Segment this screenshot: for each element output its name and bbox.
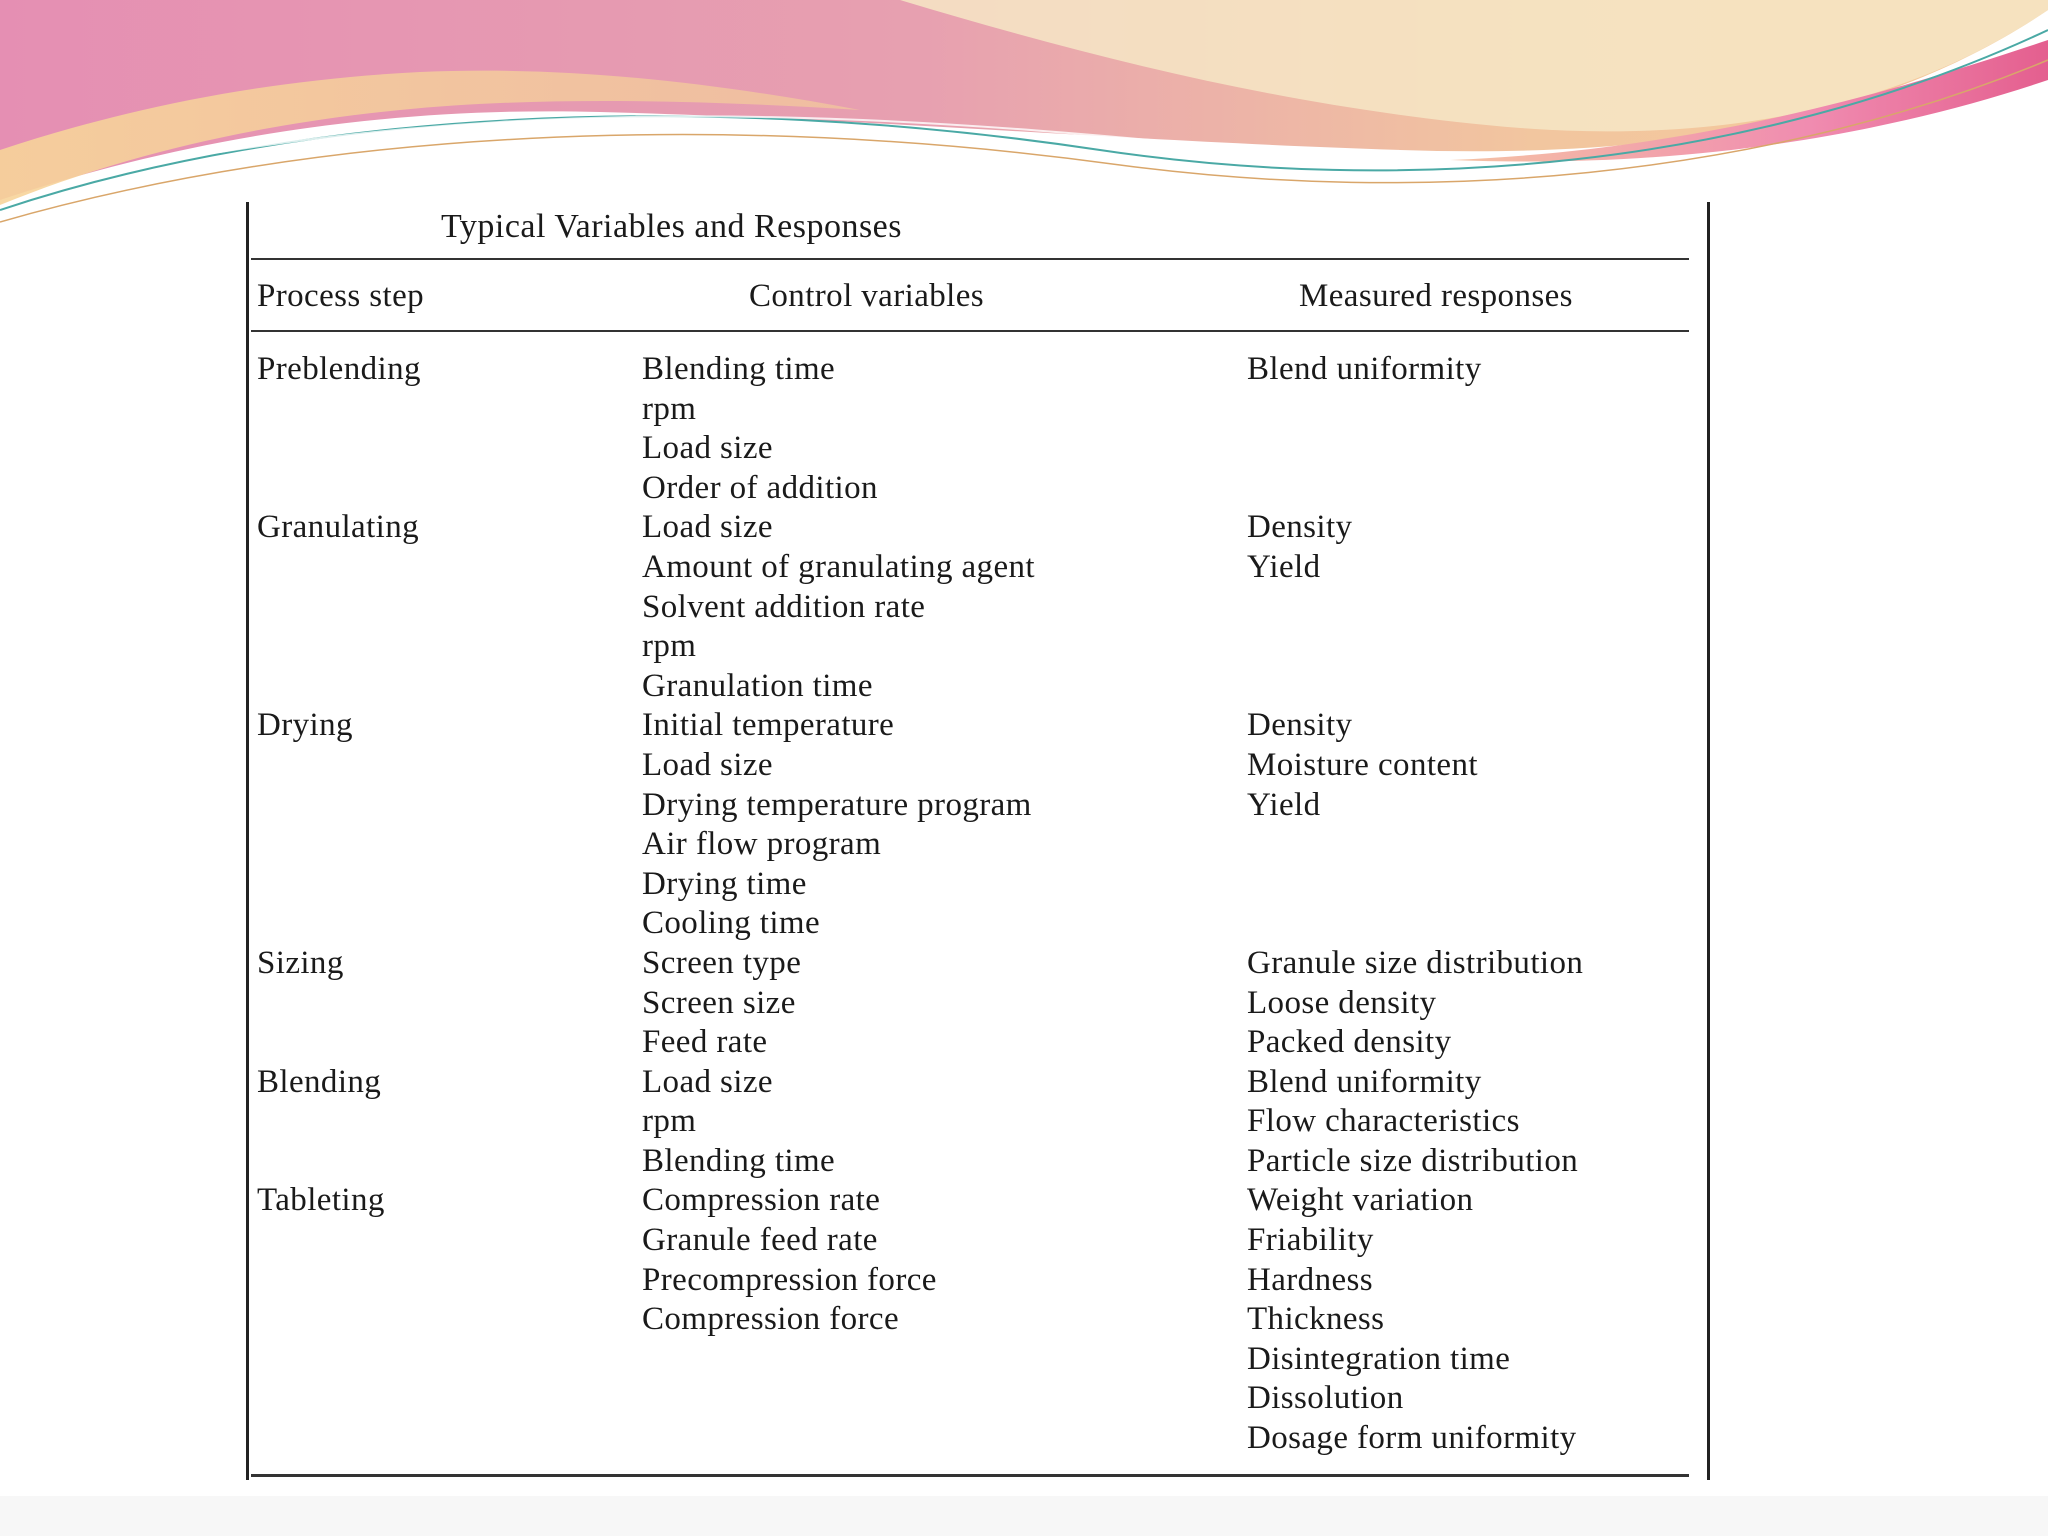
control-variables-column [642,350,1202,1459]
measured-response-cell [1247,588,1697,628]
table-title: Typical Variables and Responses [441,208,903,245]
measured-response-cell: Disintegration time [1247,1340,1511,1377]
control-variable-cell: Load size [642,430,773,467]
control-variable-cell: Drying temperature program [642,786,1032,823]
control-variable-cell: Feed rate [642,1024,768,1061]
process-step-cell [257,825,617,865]
measured-response-cell: Flow characteristics [1247,1103,1520,1140]
process-step-column [257,350,617,1459]
control-variable-cell [642,1419,1202,1459]
measured-response-cell: Granule size distribution [1247,944,1584,981]
process-step-cell [257,548,617,588]
measured-response-cell: Moisture content [1247,746,1478,783]
process-step-cell [257,1261,617,1301]
control-variable-cell: Compression rate [642,1182,881,1219]
process-step-cell: Drying [257,707,353,744]
control-variable-cell: Screen type [642,944,802,981]
measured-response-cell [1247,627,1697,667]
measured-response-cell: Loose density [1247,984,1437,1021]
measured-response-cell: Hardness [1247,1261,1373,1298]
process-step-cell [257,1221,617,1261]
control-variable-cell: rpm [642,1103,697,1140]
control-variable-cell [642,1379,1202,1419]
process-step-cell [257,1142,617,1182]
measured-response-cell: Density [1247,707,1353,744]
measured-response-cell: Weight variation [1247,1182,1474,1219]
process-step-cell [257,984,617,1024]
control-variable-cell: rpm [642,628,697,665]
measured-response-cell: Dosage form uniformity [1247,1420,1577,1457]
process-step-cell [257,865,617,905]
process-step-cell [257,429,617,469]
process-step-cell: Granulating [257,509,420,546]
control-variable-cell: Blending time [642,1142,836,1179]
process-step-cell [257,786,617,826]
control-variable-cell: rpm [642,390,697,427]
control-variable-cell: Compression force [642,1301,899,1338]
process-step-cell [257,1419,617,1459]
process-step-cell [257,1379,617,1419]
slide-footer-area [0,1496,2048,1536]
header-control-variables: Control variables [749,278,984,314]
process-step-cell [257,588,617,628]
measured-response-cell: Blend uniformity [1247,351,1482,387]
measured-response-cell: Density [1247,509,1353,546]
measured-response-cell [1247,825,1697,865]
process-step-cell [257,1340,617,1380]
measured-response-cell: Thickness [1247,1301,1385,1338]
process-step-cell: Tableting [257,1182,385,1219]
measured-response-cell: Yield [1247,548,1321,585]
control-variable-cell: Amount of granulating agent [642,548,1035,585]
measured-response-cell [1247,469,1697,509]
control-variable-cell: Load size [642,509,773,546]
measured-response-cell [1247,390,1697,430]
process-step-cell [257,1300,617,1340]
process-step-cell [257,1023,617,1063]
control-variable-cell: Screen size [642,984,796,1021]
measured-response-cell: Friability [1247,1222,1374,1259]
control-variable-cell: Granulation time [642,667,873,704]
measured-response-cell: Packed density [1247,1024,1452,1061]
control-variable-cell: Order of addition [642,469,878,506]
control-variable-cell: Precompression force [642,1261,937,1298]
control-variable-cell: Air flow program [642,826,882,863]
process-step-cell [257,904,617,944]
variables-responses-table [246,202,1710,1480]
measured-response-cell: Yield [1247,786,1321,823]
control-variable-cell [642,1340,1202,1380]
measured-response-cell: Dissolution [1247,1380,1404,1417]
measured-response-cell [1247,904,1697,944]
process-step-cell [257,627,617,667]
process-step-cell [257,746,617,786]
measured-response-cell: Blend uniformity [1247,1063,1482,1100]
control-variable-cell: Initial temperature [642,707,895,744]
process-step-cell [257,469,617,509]
top-rule [251,258,1689,260]
control-variable-cell: Cooling time [642,905,821,942]
process-step-cell: Blending [257,1063,382,1100]
process-step-cell [257,390,617,430]
control-variable-cell: Load size [642,1063,773,1100]
control-variable-cell: Blending time [642,351,836,387]
measured-response-cell [1247,865,1697,905]
process-step-cell [257,1102,617,1142]
measured-response-cell [1247,429,1697,469]
header-process-step: Process step [257,278,425,314]
header-rule [251,330,1689,332]
measured-response-cell: Particle size distribution [1247,1142,1579,1179]
process-step-cell: Sizing [257,944,344,981]
control-variable-cell: Solvent addition rate [642,588,926,625]
process-step-cell [257,667,617,707]
process-step-cell: Preblending [257,351,421,387]
bottom-rule [251,1474,1689,1477]
measured-response-cell [1247,667,1697,707]
control-variable-cell: Drying time [642,865,807,902]
control-variable-cell: Granule feed rate [642,1222,878,1259]
measured-responses-column [1247,350,1697,1459]
control-variable-cell: Load size [642,746,773,783]
header-measured-responses: Measured responses [1299,278,1573,314]
